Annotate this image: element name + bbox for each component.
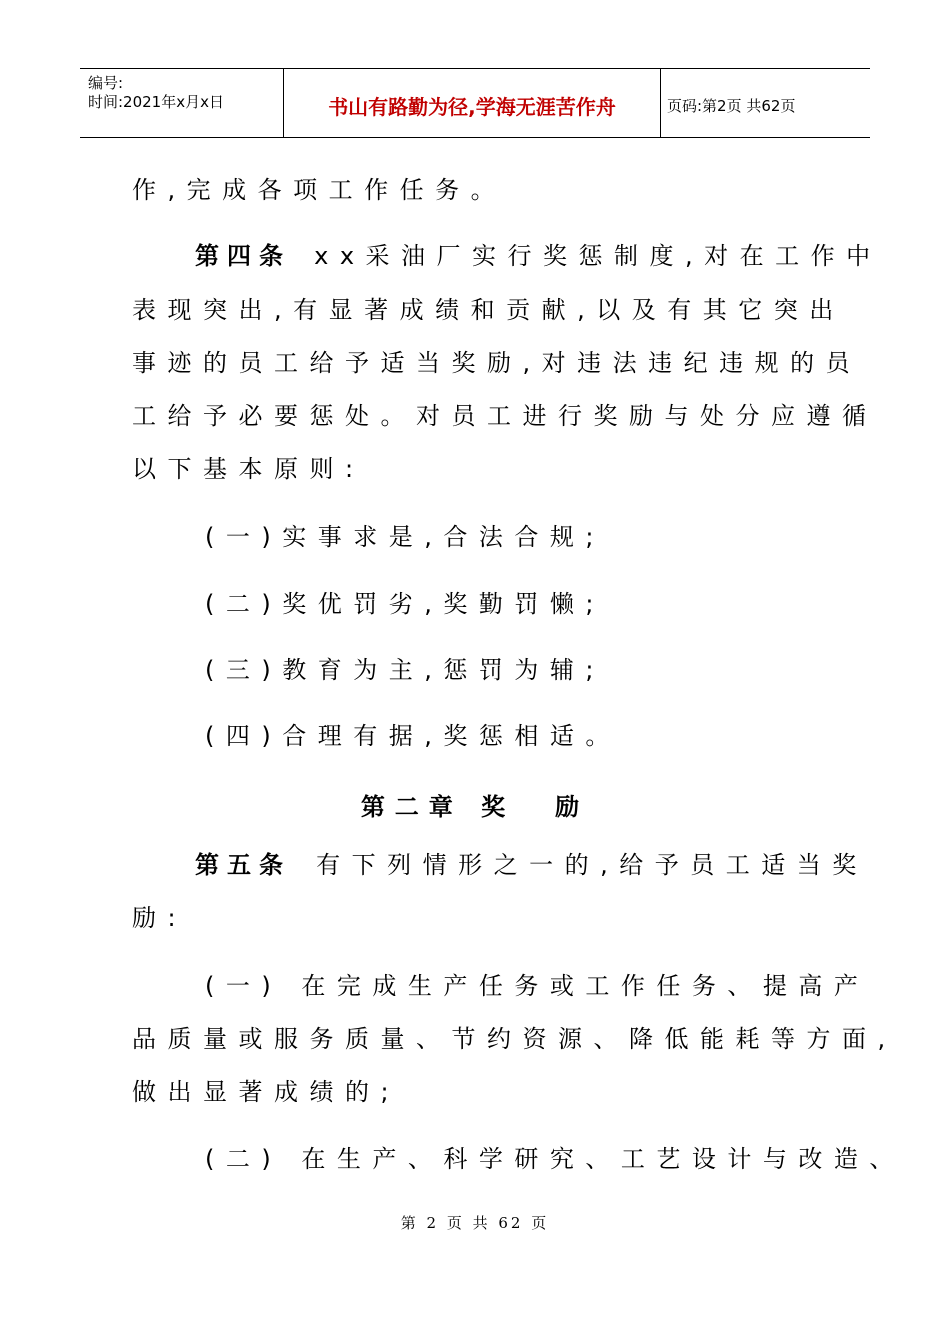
chapter-title-part: 励 [555, 793, 590, 821]
article4-heading: 第四条 [195, 242, 291, 270]
chapter-title [0, 793, 950, 821]
header-slogan: 书山有路勤为径,学海无涯苦作舟 [328, 95, 616, 119]
principle-item: (一)实事求是,合法合规; [205, 523, 605, 551]
list-item: (二) 在生产、科学研究、工艺设计与改造、 [205, 1145, 905, 1173]
article5-heading: 第五条 [195, 851, 291, 879]
article4-text: xx采油厂实行奖惩制度,对在工作中 [314, 242, 882, 270]
article5-first-line [195, 851, 905, 879]
body-line: 表现突出,有显著成绩和贡献,以及有其它突出 [132, 296, 845, 324]
header-middle-cell [284, 69, 661, 137]
principle-item: (二)奖优罚劣,奖勤罚懒; [205, 590, 605, 618]
body-line: 品质量或服务质量、节约资源、降低能耗等方面, [132, 1025, 897, 1053]
article5-text: 有下列情形之一的,给予员工适当奖 [316, 851, 868, 879]
body-line: 励: [132, 904, 188, 932]
list-item: (一) 在完成生产任务或工作任务、提高产 [205, 972, 870, 1000]
article4-first-line [195, 242, 905, 270]
body-line: 做出显著成绩的; [132, 1078, 401, 1106]
header-left-cell [80, 69, 284, 137]
page-header [80, 68, 870, 138]
body-line: 作,完成各项工作任务。 [132, 176, 507, 204]
body-line: 以下基本原则: [132, 455, 365, 483]
principle-item: (三)教育为主,惩罚为辅; [205, 656, 605, 684]
body-line: 工给予必要惩处。对员工进行奖励与处分应遵循 [132, 402, 878, 430]
document-number-label: 编号: [88, 74, 124, 92]
header-page-info: 页码:第2页 共62页 [667, 97, 796, 115]
chapter-title-part: 第二章 奖 [360, 793, 516, 821]
principle-item: (四)合理有据,奖惩相适。 [205, 722, 621, 750]
page-footer: 第 2 页 共 62 页 [400, 1214, 550, 1232]
body-line: 事迹的员工给予适当奖励,对违法违纪违规的员 [132, 349, 862, 377]
header-right-cell [661, 69, 870, 137]
document-date: 时间:2021年x月x日 [88, 93, 224, 111]
